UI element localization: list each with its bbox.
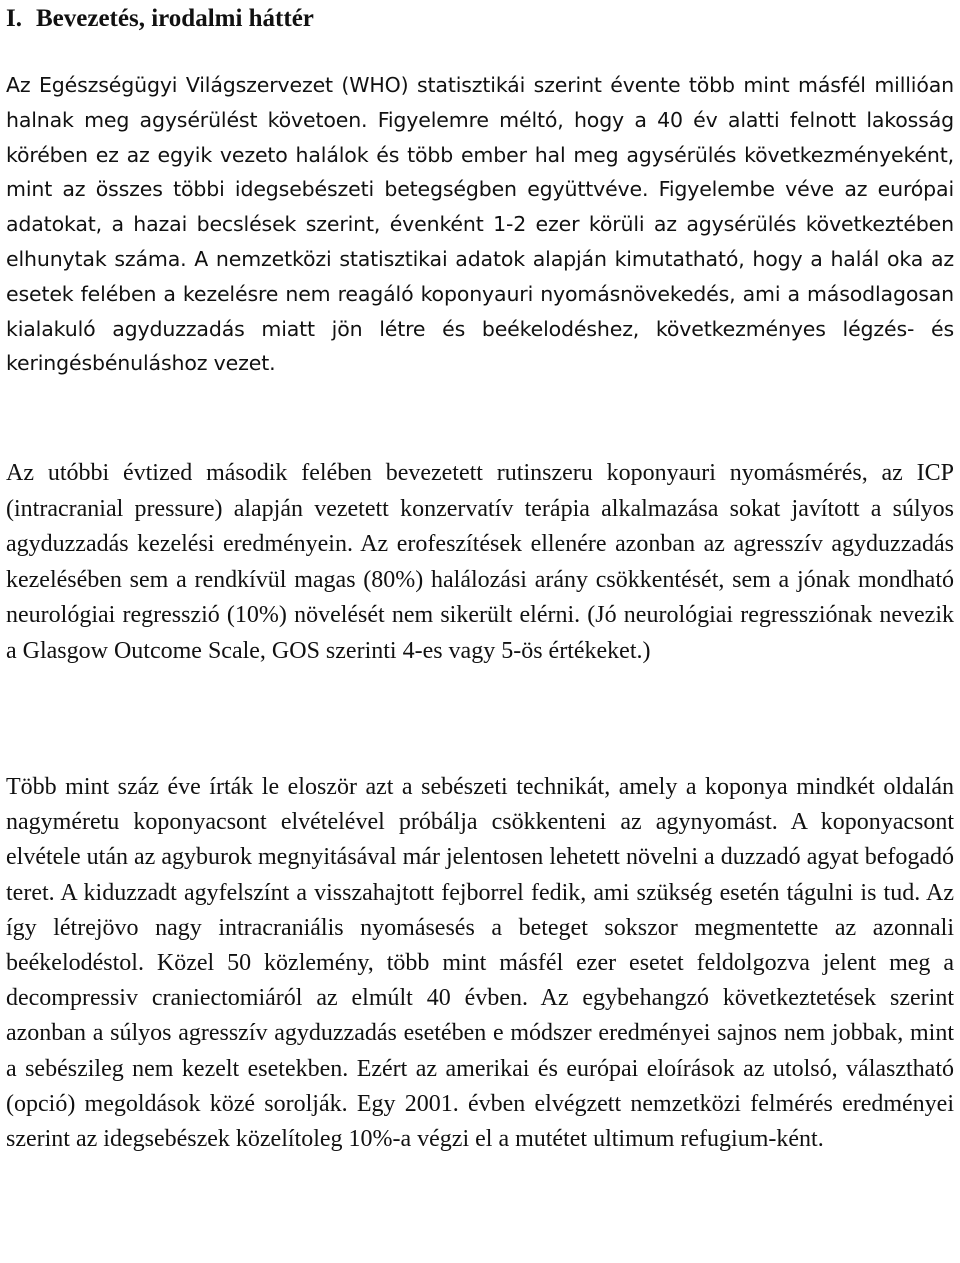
document-page: [6, 0, 954, 1153]
section-heading: [6, 4, 954, 34]
section-title: Bevezetés, irodalmi háttér: [35, 5, 314, 32]
paragraph-2: Az utóbbi évtized második felében bevezetett rutinszeru koponyauri nyomásmérés, az ICP (intracranial pressure) alapján vezetett konzervatív terápia alkalmazása sokat javított a súlyos agyduzzadás kezelési eredményein. Az erofeszítések ellenére azonban az agresszív agyduzzadás kezelésében sem a rendkívül magas (80%) halálozási arány csökkentését, sem a jónak mondható neurológiai regresszió (10%) növelését nem sikerült elérni. (Jó neurológiai regressziónak nevezik a Glasgow Outcome Scale, GOS szerinti 4-es vagy 5-ös értékeket.): [6, 460, 954, 664]
paragraph-3: Több mint száz éve írták le eloször azt a sebészeti technikát, amely a koponya mindkét oldalán nagyméretu koponyacsont elvételével próbálja csökkenteni az agynyomást. A koponyacsont elvétele után az agyburok megnyitásával már jelentosen lehetett növelni a duzzadó agyat befogadó teret. A kiduzzadt agyfelszínt a visszahajtott fejborrel fedik, ami szükség esetén tágulni is tud. Az így létrejövo nagy intracraniális nyomásesés a beteget sokszor megmentette az azonnali beékelodéstol. Közel 50 közlemény, több mint másfél ezer esetet feldolgozva jelent meg a decompressiv craniectomiáról az elmúlt 40 évben. Az egybehangzó következtetések szerint azonban a súlyos agresszív agyduzzadás esetében e módszer eredményei sajnos nem jobbak, mint a sebészileg nem kezelt esetekben. Ezért az amerikai és európai eloírások az utolsó, választható (opció) megoldások közé sorolják. Egy 2001. évben elvégzett nemzetközi felmérés eredményei szerint az idegsebészek közelítoleg 10%-a végzi el a mutétet ultimum refugium-ként.: [6, 774, 954, 1153]
paragraph-1: Az Egészségügyi Világszervezet (WHO) statisztikái szerint évente több mint másfél millióan halnak meg agysérülést követoen. Figyelemre méltó, hogy a 40 év alatti felnott lakosság körében ez az egyik vezeto halálok és több ember hal meg agysérülés következményeként, mint az összes többi idegsebészeti betegségben együttvéve. Figyelembe véve az európai adatokat, a hazai becslések szerint, évenként 1-2 ezer körüli az agysérülés következtében elhunytak száma. A nemzetközi statisztikai adatok alapján kimutatható, hogy a halál oka az esetek felében a kezelésre nem reagáló koponyauri nyomásnövekedés, ami a másodlagosan kialakuló agyduzzadás miatt jön létre és beékelodéshez, következményes légzés- és keringésbénuláshoz vezet.: [6, 73, 954, 376]
section-number: I.: [6, 5, 22, 32]
